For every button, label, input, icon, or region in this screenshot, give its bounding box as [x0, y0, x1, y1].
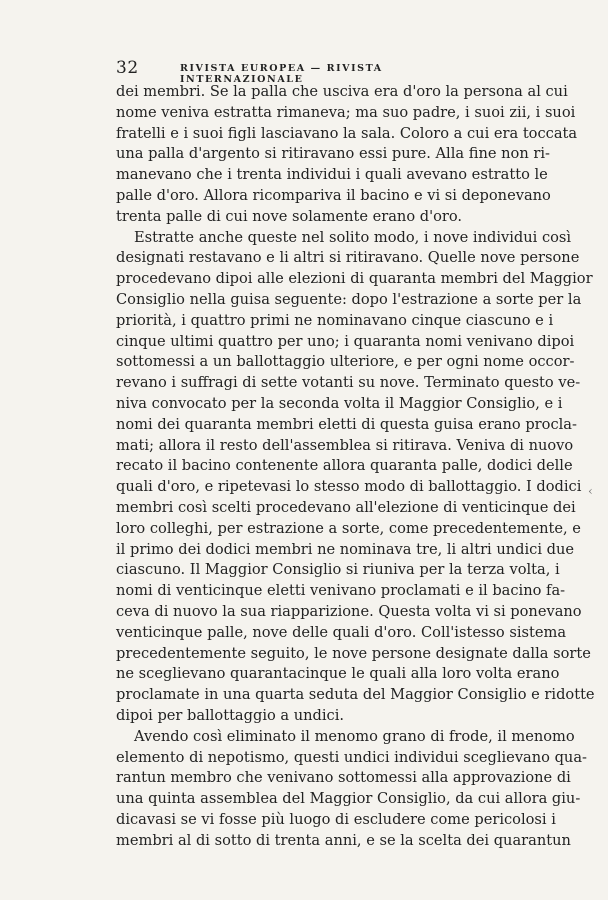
- text-line: il primo dei dodici membri ne nominava tre, li altri undici due: [116, 540, 575, 558]
- text-line: cinque ultimi quattro per uno; i quaranta nomi venivano dipoi: [116, 332, 575, 350]
- text-line: membri così scelti procedevano all'elezione di venticinque dei: [116, 498, 576, 516]
- text-line: fratelli e i suoi figli lasciavano la sala. Coloro a cui era toccata: [116, 124, 578, 142]
- body-text: [116, 82, 595, 851]
- text-line: rantun membro che venivano sottomessi alla approvazione di: [116, 769, 571, 787]
- text-line: membri al di sotto di trenta anni, e se la scelta dei quarantun: [116, 831, 571, 849]
- text-line: recato il bacino contenente allora quaranta palle, dodici delle: [116, 457, 573, 475]
- text-line: ciascuno. Il Maggior Consiglio si riuniva per la terza volta, i: [116, 561, 560, 579]
- text-line: dei membri. Se la palla che usciva era d'oro la persona al cui: [116, 83, 568, 100]
- text-line: designati restavano e li altri si ritiravano. Quelle nove persone: [116, 249, 580, 267]
- page-number: 32: [116, 58, 139, 78]
- text-line: dipoi per ballottaggio a undici.: [116, 706, 345, 724]
- paragraph: [116, 727, 587, 852]
- text-line: una quinta assemblea del Maggior Consiglio, da cui allora giu-: [116, 790, 581, 808]
- text-line: Avendo così eliminato il menomo grano di frode, il menomo: [134, 727, 575, 745]
- stray-mark: ‹: [588, 484, 593, 498]
- text-line: revano i suffragi di sette votanti su nove. Terminato questo ve-: [116, 374, 581, 392]
- paragraph: [116, 228, 595, 727]
- text-line: dicavasi se vi fosse più luogo di escludere come pericolosi i: [116, 810, 556, 828]
- text-line: nome veniva estratta rimaneva; ma suo padre, i suoi zii, i suoi: [116, 103, 576, 121]
- text-line: una palla d'argento si ritiravano essi pure. Alla fine non ri-: [116, 145, 550, 163]
- text-line: manevano che i trenta individui i quali avevano estratto le: [116, 166, 548, 184]
- text-line: palle d'oro. Allora ricompariva il bacino e vi si deponevano: [116, 186, 551, 204]
- text-line: mati; allora il resto dell'assemblea si ritirava. Veniva di nuovo: [116, 436, 574, 454]
- text-line: priorità, i quattro primi ne nominavano cinque ciascuno e i: [116, 311, 554, 329]
- text-line: niva convocato per la seconda volta il Maggior Consiglio, e i: [116, 394, 563, 412]
- page-header: [116, 58, 468, 85]
- text-line: trenta palle di cui nove solamente erano d'oro.: [116, 207, 463, 225]
- text-line: elemento di nepotismo, questi undici individui sceglievano qua-: [116, 748, 587, 766]
- text-line: nomi di venticinque eletti venivano proclamati e il bacino fa-: [116, 582, 566, 600]
- text-line: quali d'oro, e ripetevasi lo stesso modo di ballottaggio. I dodici: [116, 478, 582, 496]
- text-line: Estratte anche queste nel solito modo, i nove individui così: [134, 228, 572, 246]
- text-line: nomi dei quaranta membri eletti di questa guisa erano procla-: [116, 415, 577, 433]
- paragraph: [116, 82, 578, 228]
- text-line: Consiglio nella guisa seguente: dopo l'estrazione a sorte per la: [116, 290, 582, 308]
- text-line: venticinque palle, nove delle quali d'oro. Coll'istesso sistema: [116, 623, 567, 641]
- text-line: ceva di nuovo la sua riapparizione. Questa volta vi si ponevano: [116, 602, 582, 620]
- text-line: loro colleghi, per estrazione a sorte, come precedentemente, e: [116, 519, 581, 537]
- text-line: precedentemente seguito, le nove persone designate dalla sorte: [116, 644, 591, 662]
- text-line: ne sceglievano quarantacinque le quali alla loro volta erano: [116, 665, 560, 683]
- text-line: procedevano dipoi alle elezioni di quaranta membri del Maggior: [116, 270, 593, 288]
- text-line: proclamate in una quarta seduta del Maggior Consiglio e ridotte: [116, 686, 595, 704]
- text-line: sottomessi a un ballottaggio ulteriore, e per ogni nome occor-: [116, 353, 575, 371]
- running-head: RIVISTA EUROPEA — RIVISTA INTERNAZIONALE: [180, 63, 383, 85]
